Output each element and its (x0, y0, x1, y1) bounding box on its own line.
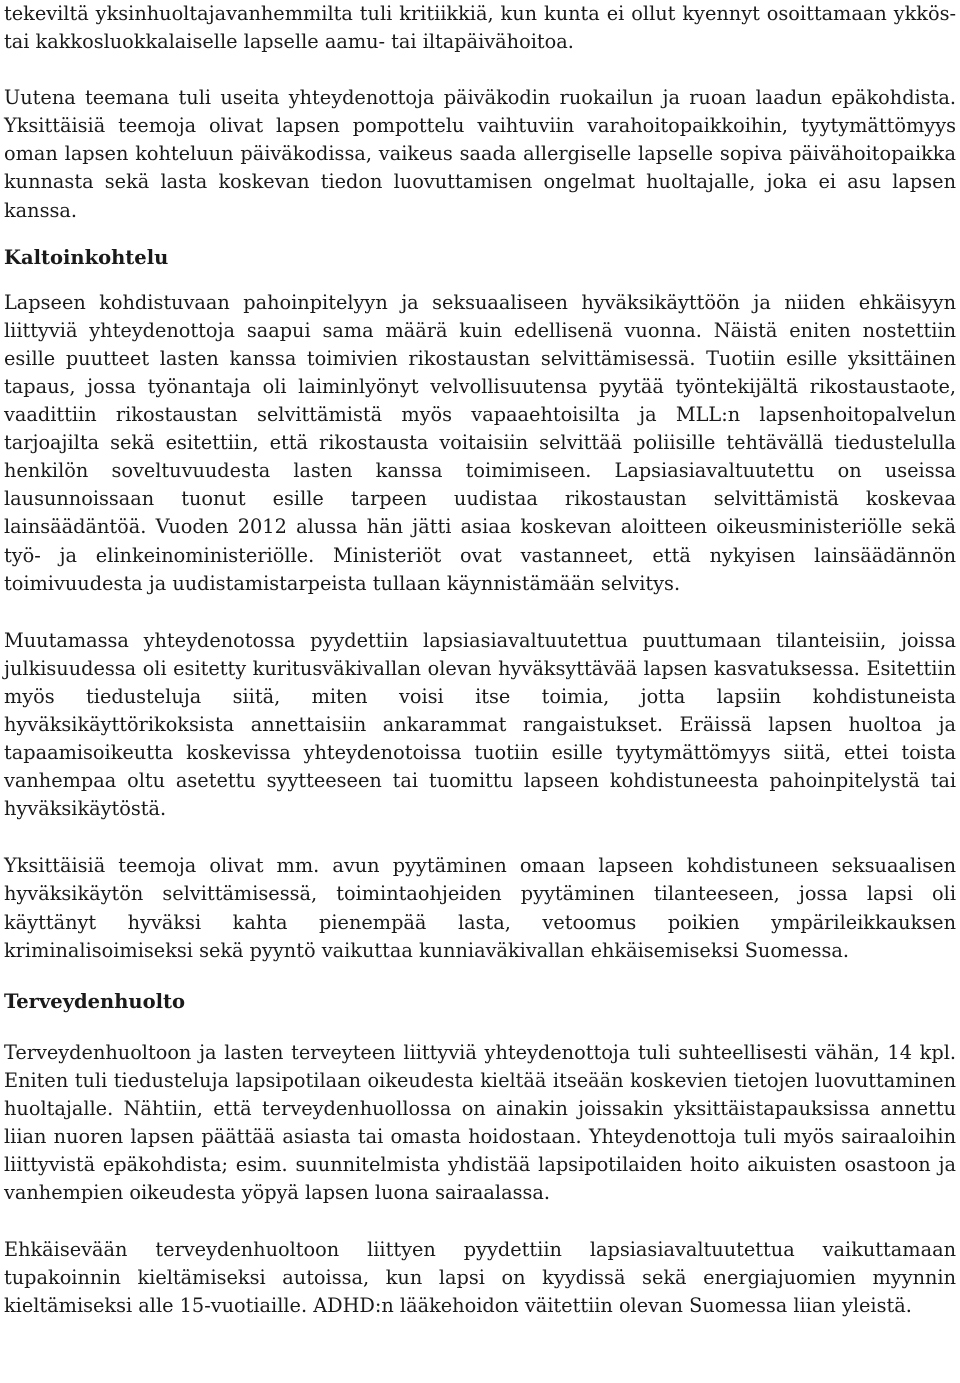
section-heading-kaltoinkohtelu: Kaltoinkohtelu (4, 245, 169, 269)
document-page (4, 0, 956, 1321)
paragraph-healthcare-contacts: Terveydenhuoltoon ja lasten terveyteen liittyviä yhteydenottoja tuli suhteellisesti vähän, 14 kpl. Eniten tuli tiedusteluja lapsipotilaan oikeudesta kieltää itseään koskevien tietojen luovuttaminen huoltajalle. Nähtiin, että terveydenhuollossa on ainakin joissakin yksittäistapauksissa annettu liian nuoren lapsen päättää asiasta tai omasta hoidostaan. Yhteydenottoja tuli myös sairaaloihin liittyvistä epäkohdista; esim. suunnitelmista yhdistää lapsipotilaiden hoito aikuisten osastoon ja vanhempien oikeudesta yöpyä lapsen luona sairaalassa. (4, 1040, 956, 1205)
paragraph-daycare-food: Uutena teemana tuli useita yhteydenottoja päiväkodin ruokailun ja ruoan laadun epäkohdista. Yksittäisiä teemoja olivat lapsen pompottelu vaihtuviin varahoitopaikkoihin, tyytymättömyys oman lapsen kohteluun päiväkodissa, vaikeus saada allergiselle lapselle sopiva päivähoitopaikka kunnasta sekä lasta koskevan tiedon luovuttamisen ongelmat huoltajalle, joka ei asu lapsen kanssa. (4, 86, 956, 222)
paragraph-preventive-healthcare: Ehkäisevään terveydenhuoltoon liittyen pyydettiin lapsiasiavaltuutettua vaikuttamaan tupakoinnin kieltämiseksi autoissa, kun lapsi on kyydissä sekä energiajuomien myynnin kieltämiseksi alle 15-vuotiaille. ADHD:n lääkehoidon väitettiin olevan Suomessa liian yleistä. (4, 1238, 956, 1318)
paragraph-intro-continuation: tekeviltä yksinhuoltajavanhemmilta tuli kritiikkiä, kun kunta ei ollut kyennyt osoittamaan ykkös- tai kakkosluokkalaiselle lapselle aamu- tai iltapäivähoitoa. (4, 2, 956, 54)
paragraph-abuse-background-checks: Lapseen kohdistuvaan pahoinpitelyyn ja seksuaaliseen hyväksikäyttöön ja niiden ehkäisyyn liittyviä yhteydenottoja saapui sama määrä kuin edellisenä vuonna. Näistä eniten nostettiin esille puutteet lasten kanssa toimivien rikostaustan selvittämisessä. Tuotiin esille yksittäinen tapaus, jossa työnantaja oli laiminlyönyt velvollisuutensa pyytää työntekijältä rikostaustaote, vaadittiin rikostaustan selvittämistä myös vapaaehtoisilta ja MLL:n lapsenhoitopalvelun tarjoajilta sekä esitettiin, että rikostausta voitaisiin selvittää poliisille tehtävällä tiedustelulla henkilön soveltuvuudesta lasten kanssa toimimiseen. Lapsiasiavaltuutettu on useissa lausunnoissaan tuonut esille tarpeen uudistaa rikostaustan selvittämistä koskevaa lainsäädäntöä. Vuoden 2012 alussa hän jätti asiaa koskevan aloitteen oikeusministeriölle sekä työ- ja elinkeinoministeriölle. Ministeriöt ovat vastanneet, että nykyisen lainsäädännön toimivuudesta ja uudistamistarpeista tullaan käynnistämään selvitys. (4, 290, 956, 595)
section-heading-terveydenhuolto: Terveydenhuolto (4, 989, 186, 1013)
paragraph-individual-themes: Yksittäisiä teemoja olivat mm. avun pyytäminen omaan lapseen kohdistuneen seksuaalisen hyväksikäytön selvittämisessä, toimintaohjeiden pyytäminen tilanteeseen, jossa lapsi oli käyttänyt hyväksi kahta pienempää lasta, vetoomus poikien ympärileikkauksen kriminalisoimiseksi sekä pyyntö vaikuttaa kunniaväkivallan ehkäisemiseksi Suomessa. (4, 854, 956, 962)
paragraph-corporal-punishment: Muutamassa yhteydenotossa pyydettiin lapsiasiavaltuutettua puuttumaan tilanteisiin, joissa julkisuudessa oli esitetty kuritusväkivallan olevan hyväksyttävää lapsen kasvatuksessa. Esitettiin myös tiedusteluja siitä, miten voisi itse toimia, jotta lapsiin kohdistuneista hyväksikäyttörikoksista annettaisiin ankarammat rangaistukset. Eräissä lapsen huoltoa ja tapaamisoikeutta koskevissa yhteydenotoissa tuotiin esille tyytymättömyys siitä, ettei toista vanhempaa oltu asetettu syytteeseen tai tuomittu lapseen kohdistuneesta pahoinpitelystä tai hyväksikäytöstä. (4, 628, 956, 821)
